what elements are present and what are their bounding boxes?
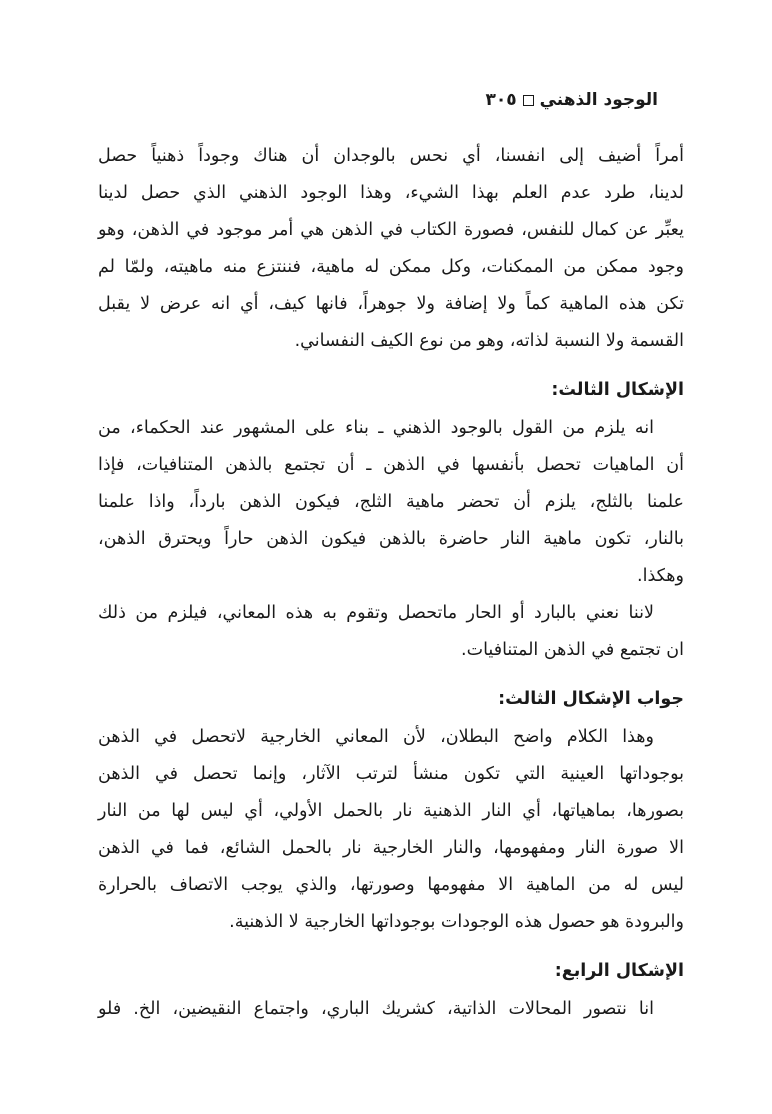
paragraph-4 <box>98 719 684 941</box>
text-line: أمراً أضيف إلى انفسنا، أي نحس بالوجدان أن هناك وجوداً ذهنياً حصل <box>98 146 684 166</box>
text-line: بالنار، تكون ماهية النار حاضرة بالذهن فيكون الذهن حاراً ويحترق الذهن، <box>98 529 684 549</box>
text-line: ان تجتمع في الذهن المتنافيات. <box>461 640 684 660</box>
paragraph-5 <box>98 991 684 1028</box>
section-heading-fourth-problem: الإشكال الرابع: <box>554 961 684 981</box>
paragraph-3 <box>98 595 684 669</box>
text-line: القسمة ولا النسبة لذاته، وهو من نوع الكيف النفساني. <box>294 331 684 351</box>
text-line: يعبِّر عن كمال للنفس، فصورة الكتاب في الذهن هي أمر موجود في الذهن، وهو <box>98 220 684 240</box>
page-body <box>98 138 684 1028</box>
paragraph-2 <box>98 410 684 595</box>
section-heading-answer-third-problem: جواب الإشكال الثالث: <box>498 689 684 709</box>
text-line: تكن هذه الماهية كماً ولا إضافة ولا جوهراً، فانها كيف، أي انه عرض لا يقبل <box>98 294 684 314</box>
text-line: أن الماهيات تحصل بأنفسها في الذهن ـ أن تجتمع بالذهن المتنافيات، فإذا <box>98 455 684 475</box>
text-line: انه يلزم من القول بالوجود الذهني ـ بناء على المشهور عند الحكماء، من <box>98 418 654 438</box>
text-line: والبرودة هو حصول هذه الوجودات بوجوداتها الخارجية لا الذهنية. <box>229 912 684 932</box>
page-number: ٣٠٥ <box>485 90 517 110</box>
header-title: الوجود الذهني <box>539 90 658 110</box>
text-line: بصورها، بماهياتها، أي النار الذهنية نار بالحمل الأولي، أي ليس لها من النار <box>98 801 684 821</box>
text-line: بوجوداتها العينية التي تكون منشأ لترتب الآثار، وإنما تحصل في الذهن <box>98 764 684 784</box>
text-line: لاننا نعني بالبارد أو الحار ماتحصل وتقوم به هذه المعاني، فيلزم من ذلك <box>98 603 654 623</box>
text-line: لدينا، طرد عدم العلم بهذا الشيء، وهذا الوجود الذهني الذي حصل لدينا <box>98 183 684 203</box>
text-line: الا صورة النار ومفهومها، والنار الخارجية نار بالحمل الشائع، فما في الذهن <box>98 838 684 858</box>
text-line: انا نتصور المحالات الذاتية، كشريك الباري، واجتماع النقيضين، الخ. فلو <box>98 999 654 1019</box>
paragraph-1 <box>98 138 684 360</box>
running-header <box>485 90 658 110</box>
text-line: ليس له من الماهية الا مفهومها وصورتها، والذي يوجب الاتصاف بالحرارة <box>98 875 684 895</box>
square-ornament-icon <box>523 95 534 106</box>
text-line: وجود ممكن من الممكنات، وكل ممكن له ماهية، فننتزع منه ماهيته، ولمّا لم <box>98 257 684 277</box>
section-heading-third-problem: الإشكال الثالث: <box>551 380 684 400</box>
text-line: وهكذا. <box>637 566 684 586</box>
text-line: وهذا الكلام واضح البطلان، لأن المعاني الخارجية لاتحصل في الذهن <box>98 727 654 747</box>
text-line: علمنا بالثلج، يلزم أن تحضر ماهية الثلج، فيكون الذهن بارداً، واذا علمنا <box>98 492 684 512</box>
